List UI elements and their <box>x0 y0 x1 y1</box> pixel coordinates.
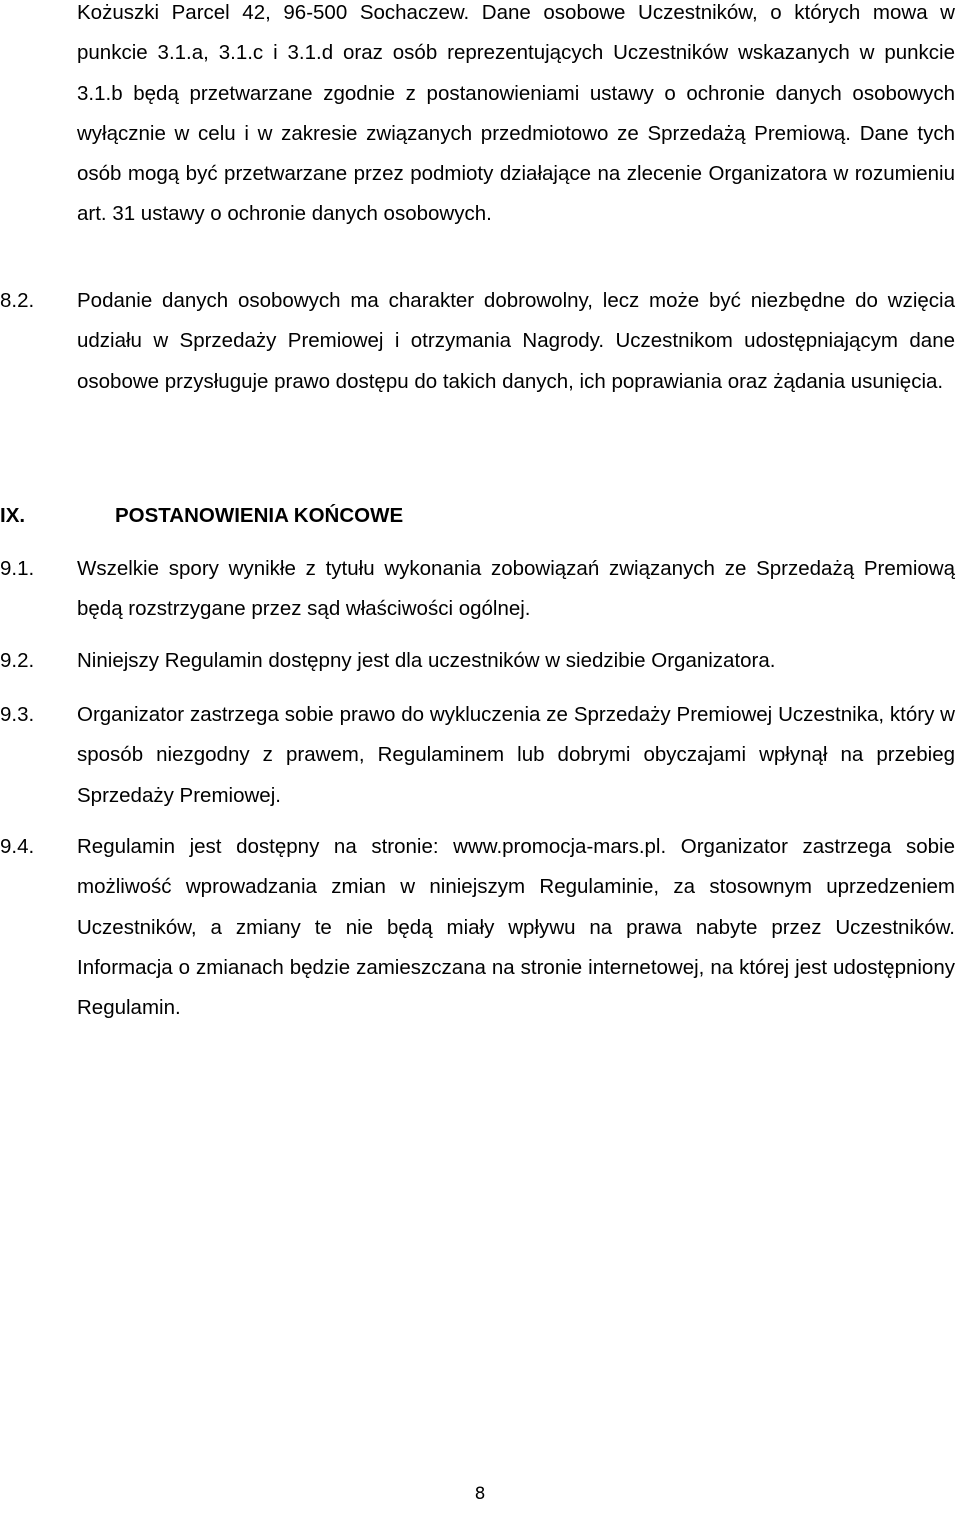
clause-text: Wszelkie spory wynikłe z tytułu wykonania zobowiązań związanych ze Sprzedażą Premiową będą rozstrzygane przez sąd właściwości ogólnej. <box>77 557 955 621</box>
clause-text: Organizator zastrzega sobie prawo do wykluczenia ze Sprzedaży Premiowej Uczestnika, który w sposób niezgodny z prawem, Regulaminem lub dobrymi obyczajami wpłynął na przebieg Sprzedaży Premiowej. <box>77 703 955 807</box>
continuation-paragraph: Kożuszki Parcel 42, 96-500 Sochaczew. Dane osobowe Uczestników, o których mowa w punkcie 3.1.a, 3.1.c i 3.1.d oraz osób reprezentujących Uczestników wskazanych w punkcie 3.1.b będą przetwarzane zgodnie z postanowieniami ustawy o ochronie danych osobowych wyłącznie w celu i w zakresie związanych przedmiotowo ze Sprzedażą Premiową. Dane tych osób mogą być przetwarzane przez podmioty działające na zlecenie Organizatora w rozumieniu art. 31 ustawy o ochronie danych osobowych. <box>77 1 955 226</box>
clause-number: 9.1. <box>0 557 35 580</box>
clause-text: Niniejszy Regulamin dostępny jest dla uczestników w siedzibie Organizatora. <box>77 649 776 672</box>
section-number: IX. <box>0 504 26 527</box>
page-number: 8 <box>474 1484 486 1504</box>
clause-number: 9.3. <box>0 703 35 726</box>
section-title: POSTANOWIENIA KOŃCOWE <box>115 504 404 527</box>
clause-text: Regulamin jest dostępny na stronie: www.promocja-mars.pl. Organizator zastrzega sobie możliwość wprowadzania zmian w niniejszym Regulaminie, za stosownym uprzedzeniem Uczestników, a zmiany te nie będą miały wpływu na prawa nabyte przez Uczestników. Informacja o zmianach będzie zamieszczana na stronie internetowej, na której jest udostępniony Regulamin. <box>77 835 955 1020</box>
clause-number: 9.2. <box>0 649 35 672</box>
clause-number: 8.2. <box>0 289 35 312</box>
clause-text: Podanie danych osobowych ma charakter dobrowolny, lecz może być niezbędne do wzięcia udziału w Sprzedaży Premiowej i otrzymania Nagrody. Uczestnikom udostępniającym dane osobowe przysługuje prawo dostępu do takich danych, ich poprawiania oraz żądania usunięcia. <box>77 289 955 393</box>
clause-number: 9.4. <box>0 835 35 858</box>
